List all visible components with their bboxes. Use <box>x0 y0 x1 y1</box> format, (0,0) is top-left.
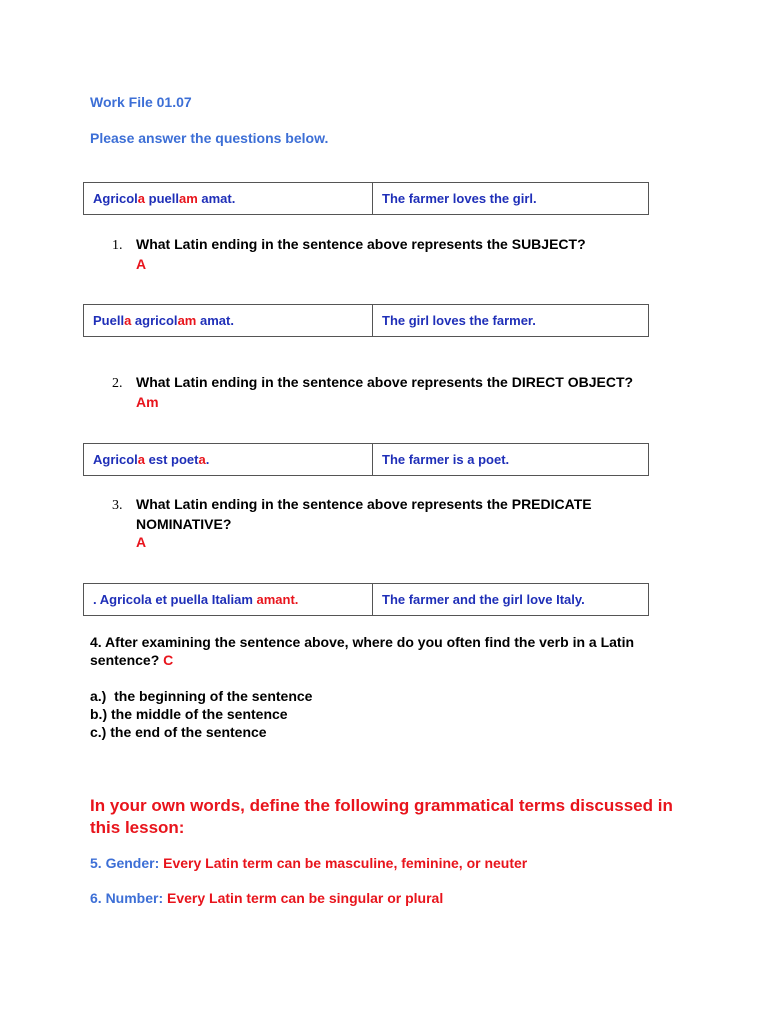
term-label: 5. Gender: <box>90 855 164 871</box>
answer: A <box>136 256 147 272</box>
sentence-table-2 <box>83 304 649 337</box>
question-number: 3. <box>112 498 123 513</box>
question-number: 2. <box>112 376 123 391</box>
latin-sentence <box>84 584 373 616</box>
question-text: What Latin ending in the sentence above represents the DIRECT OBJECT? <box>136 374 634 390</box>
latin-ending: amant. <box>256 592 299 607</box>
english-translation: The girl loves the farmer. <box>373 305 649 337</box>
sentence-table-3 <box>83 443 649 476</box>
section-heading: In your own words, define the following grammatical terms discussed in this lesson: <box>90 796 673 837</box>
latin-ending: a <box>137 452 146 467</box>
question-3 <box>112 495 652 551</box>
sentence-table-4 <box>83 583 649 616</box>
option-a: a.) the beginning of the sentence <box>90 688 313 704</box>
question-text-continued: sentence? <box>90 652 164 668</box>
definition-number <box>90 890 443 906</box>
question-text: What Latin ending in the sentence above represents the PREDICATE <box>136 496 592 512</box>
question-2 <box>112 373 652 411</box>
latin-fragment: . <box>205 452 210 467</box>
latin-fragment: amat. <box>196 313 234 328</box>
latin-fragment: Puell <box>93 313 125 328</box>
latin-sentence <box>84 444 373 476</box>
latin-fragment: amat. <box>197 191 236 206</box>
instructions: Please answer the questions below. <box>90 130 329 146</box>
english-translation: The farmer and the girl love Italy. <box>373 584 649 616</box>
term-label: 6. Number: <box>90 890 168 906</box>
question-4 <box>90 633 690 669</box>
latin-ending: a <box>198 452 206 467</box>
latin-fragment: . Agricola et puella Italiam <box>93 592 257 607</box>
latin-ending: am <box>177 313 197 328</box>
question-text: What Latin ending in the sentence above represents the SUBJECT? <box>136 236 586 252</box>
page-title: Work File 01.07 <box>90 94 192 110</box>
latin-ending: am <box>178 191 198 206</box>
latin-ending: a <box>137 191 146 206</box>
latin-ending: a <box>124 313 132 328</box>
answer-options <box>90 687 312 741</box>
option-b: b.) the middle of the sentence <box>90 706 288 722</box>
definition-gender <box>90 855 527 871</box>
question-text-continued: NOMINATIVE? <box>136 516 232 532</box>
option-c: c.) the end of the sentence <box>90 724 267 740</box>
latin-fragment: est poet <box>145 452 199 467</box>
latin-fragment: Agricol <box>93 191 138 206</box>
latin-fragment: puell <box>145 191 179 206</box>
latin-sentence <box>84 305 373 337</box>
term-answer: Every Latin term can be singular or plural <box>167 890 444 906</box>
latin-sentence <box>84 183 373 215</box>
question-text: 4. After examining the sentence above, where do you often find the verb in a Latin <box>90 634 635 650</box>
question-number: 1. <box>112 238 123 253</box>
answer: C <box>163 652 174 668</box>
answer: A <box>136 534 147 550</box>
answer: Am <box>136 394 159 410</box>
question-1 <box>112 235 652 273</box>
latin-fragment: Agricol <box>93 452 138 467</box>
term-answer: Every Latin term can be masculine, feminine, or neuter <box>163 855 528 871</box>
english-translation: The farmer loves the girl. <box>373 183 649 215</box>
sentence-table-1 <box>83 182 649 215</box>
english-translation: The farmer is a poet. <box>373 444 649 476</box>
latin-fragment: agricol <box>131 313 178 328</box>
